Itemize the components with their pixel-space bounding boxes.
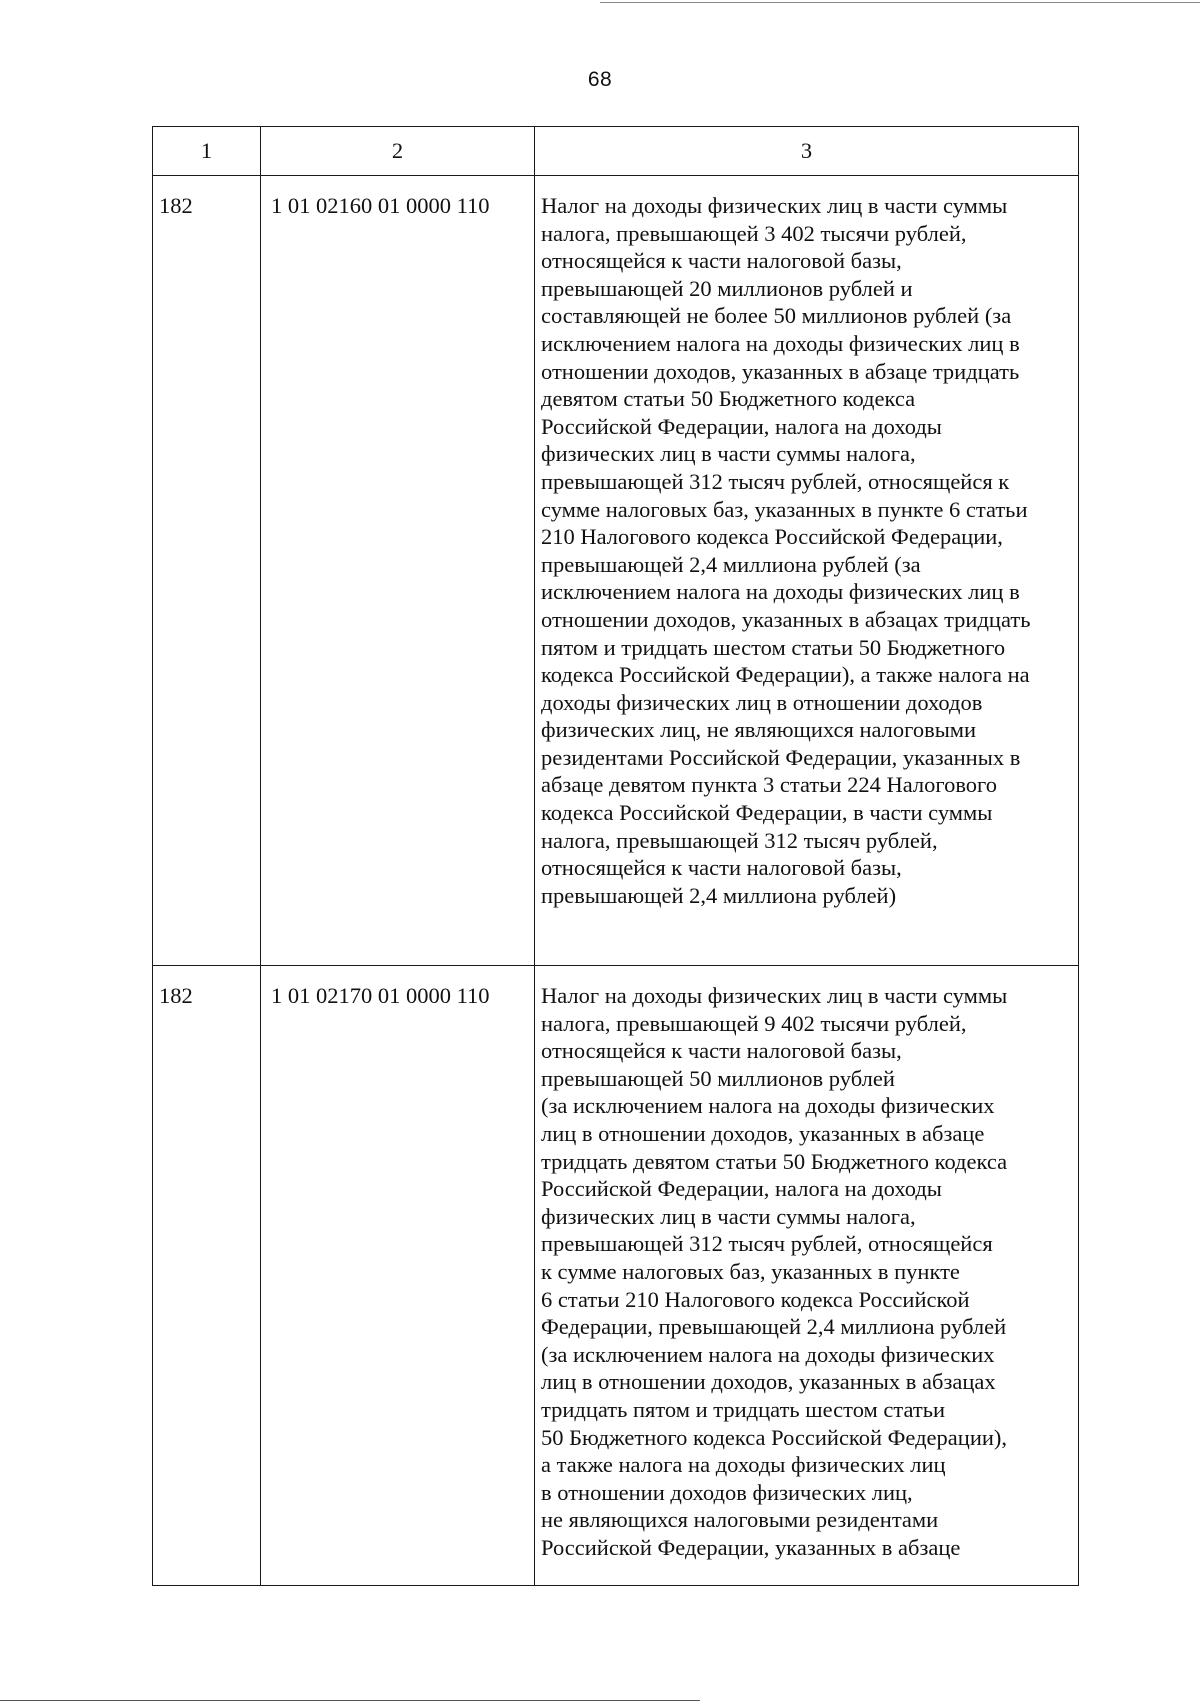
description-text <box>541 192 1072 909</box>
description-line: относящейся к части налоговой базы, <box>541 1038 902 1064</box>
description-line: кодекса Российской Федерации, в части суммы <box>541 800 993 826</box>
description-line: Российской Федерации, указанных в абзаце <box>541 1534 961 1560</box>
scan-edge-bottom <box>0 1700 700 1701</box>
table-header-row <box>153 127 1079 176</box>
budget-code-cell: 1 01 02160 01 0000 110 <box>261 176 535 966</box>
description-line: превышающей 2,4 миллиона рублей (за <box>541 551 921 577</box>
description-line: Российской Федерации, налога на доходы <box>541 1176 942 1202</box>
description-line: к сумме налоговых баз, указанных в пункте <box>541 1258 960 1284</box>
header-col-1: 1 <box>153 127 261 176</box>
budget-code-cell: 1 01 02170 01 0000 110 <box>261 966 535 1586</box>
description-cell <box>535 966 1079 1586</box>
description-line: физических лиц в части суммы налога, <box>541 441 916 467</box>
description-line: отношении доходов, указанных в абзацах тридцать <box>541 606 1031 632</box>
description-line: Российской Федерации, налога на доходы <box>541 413 942 439</box>
description-line: физических лиц, не являющихся налоговыми <box>541 717 977 743</box>
description-line: относящейся к части налоговой базы, <box>541 855 902 881</box>
page-number: 68 <box>587 68 613 91</box>
description-line: тридцать пятом и тридцать шестом статьи <box>541 1396 946 1422</box>
description-line: сумме налоговых баз, указанных в пункте 6 статьи <box>541 496 1028 522</box>
table-row <box>153 176 1079 966</box>
description-line: Федерации, превышающей 2,4 миллиона рублей <box>541 1314 1007 1340</box>
description-line: составляющей не более 50 миллионов рублей (за <box>541 303 1012 329</box>
description-line: лиц в отношении доходов, указанных в абзаце <box>541 1120 985 1146</box>
description-line: исключением налога на доходы физических лиц в <box>541 330 1020 356</box>
description-line: в отношении доходов физических лиц, <box>541 1479 913 1505</box>
description-line: налога, превышающей 312 тысяч рублей, <box>541 827 938 853</box>
description-line: Налог на доходы физических лиц в части суммы <box>541 193 1008 218</box>
description-line: Налог на доходы физических лиц в части суммы <box>541 983 1008 1008</box>
description-line: исключением налога на доходы физических лиц в <box>541 579 1020 605</box>
description-line: (за исключением налога на доходы физических <box>541 1341 995 1367</box>
agency-code-cell: 182 <box>153 966 261 1586</box>
description-line: превышающей 20 миллионов рублей и <box>541 275 913 301</box>
table-row <box>153 966 1079 1586</box>
description-line: налога, превышающей 9 402 тысячи рублей, <box>541 1010 967 1036</box>
header-col-2: 2 <box>261 127 535 176</box>
description-line: относящейся к части налоговой базы, <box>541 248 902 274</box>
description-line: не являющихся налоговыми резидентами <box>541 1507 939 1533</box>
description-text <box>541 982 1072 1561</box>
description-line: резидентами Российской Федерации, указанных в <box>541 744 1021 770</box>
description-line: отношении доходов, указанных в абзаце тридцать <box>541 358 1020 384</box>
agency-code-cell: 182 <box>153 176 261 966</box>
description-line: 210 Налогового кодекса Российской Федерации, <box>541 524 1003 550</box>
description-line: физических лиц в части суммы налога, <box>541 1203 916 1229</box>
scan-edge-top <box>600 2 1200 3</box>
description-line: девятом статьи 50 Бюджетного кодекса <box>541 386 916 412</box>
description-line: 50 Бюджетного кодекса Российской Федерации), <box>541 1424 1008 1450</box>
description-line: превышающей 2,4 миллиона рублей) <box>541 882 897 908</box>
header-col-3: 3 <box>535 127 1079 176</box>
description-line: превышающей 312 тысяч рублей, относящейся <box>541 1231 993 1257</box>
description-line: кодекса Российской Федерации), а также налога на <box>541 662 1030 688</box>
description-line: пятом и тридцать шестом статьи 50 Бюджетного <box>541 634 1006 660</box>
description-line: превышающей 50 миллионов рублей <box>541 1065 895 1091</box>
description-line: (за исключением налога на доходы физических <box>541 1093 995 1119</box>
description-cell <box>535 176 1079 966</box>
classification-table <box>152 126 1079 1586</box>
description-line: налога, превышающей 3 402 тысячи рублей, <box>541 220 967 246</box>
description-line: превышающей 312 тысяч рублей, относящейся к <box>541 468 1010 494</box>
description-line: тридцать девятом статьи 50 Бюджетного кодекса <box>541 1148 1008 1174</box>
description-line: доходы физических лиц в отношении доходов <box>541 689 983 715</box>
description-line: лиц в отношении доходов, указанных в абзацах <box>541 1369 996 1395</box>
description-line: 6 статьи 210 Налогового кодекса Российской <box>541 1286 970 1312</box>
description-line: а также налога на доходы физических лиц <box>541 1452 946 1478</box>
description-line: абзаце девятом пункта 3 статьи 224 Налогового <box>541 772 997 798</box>
